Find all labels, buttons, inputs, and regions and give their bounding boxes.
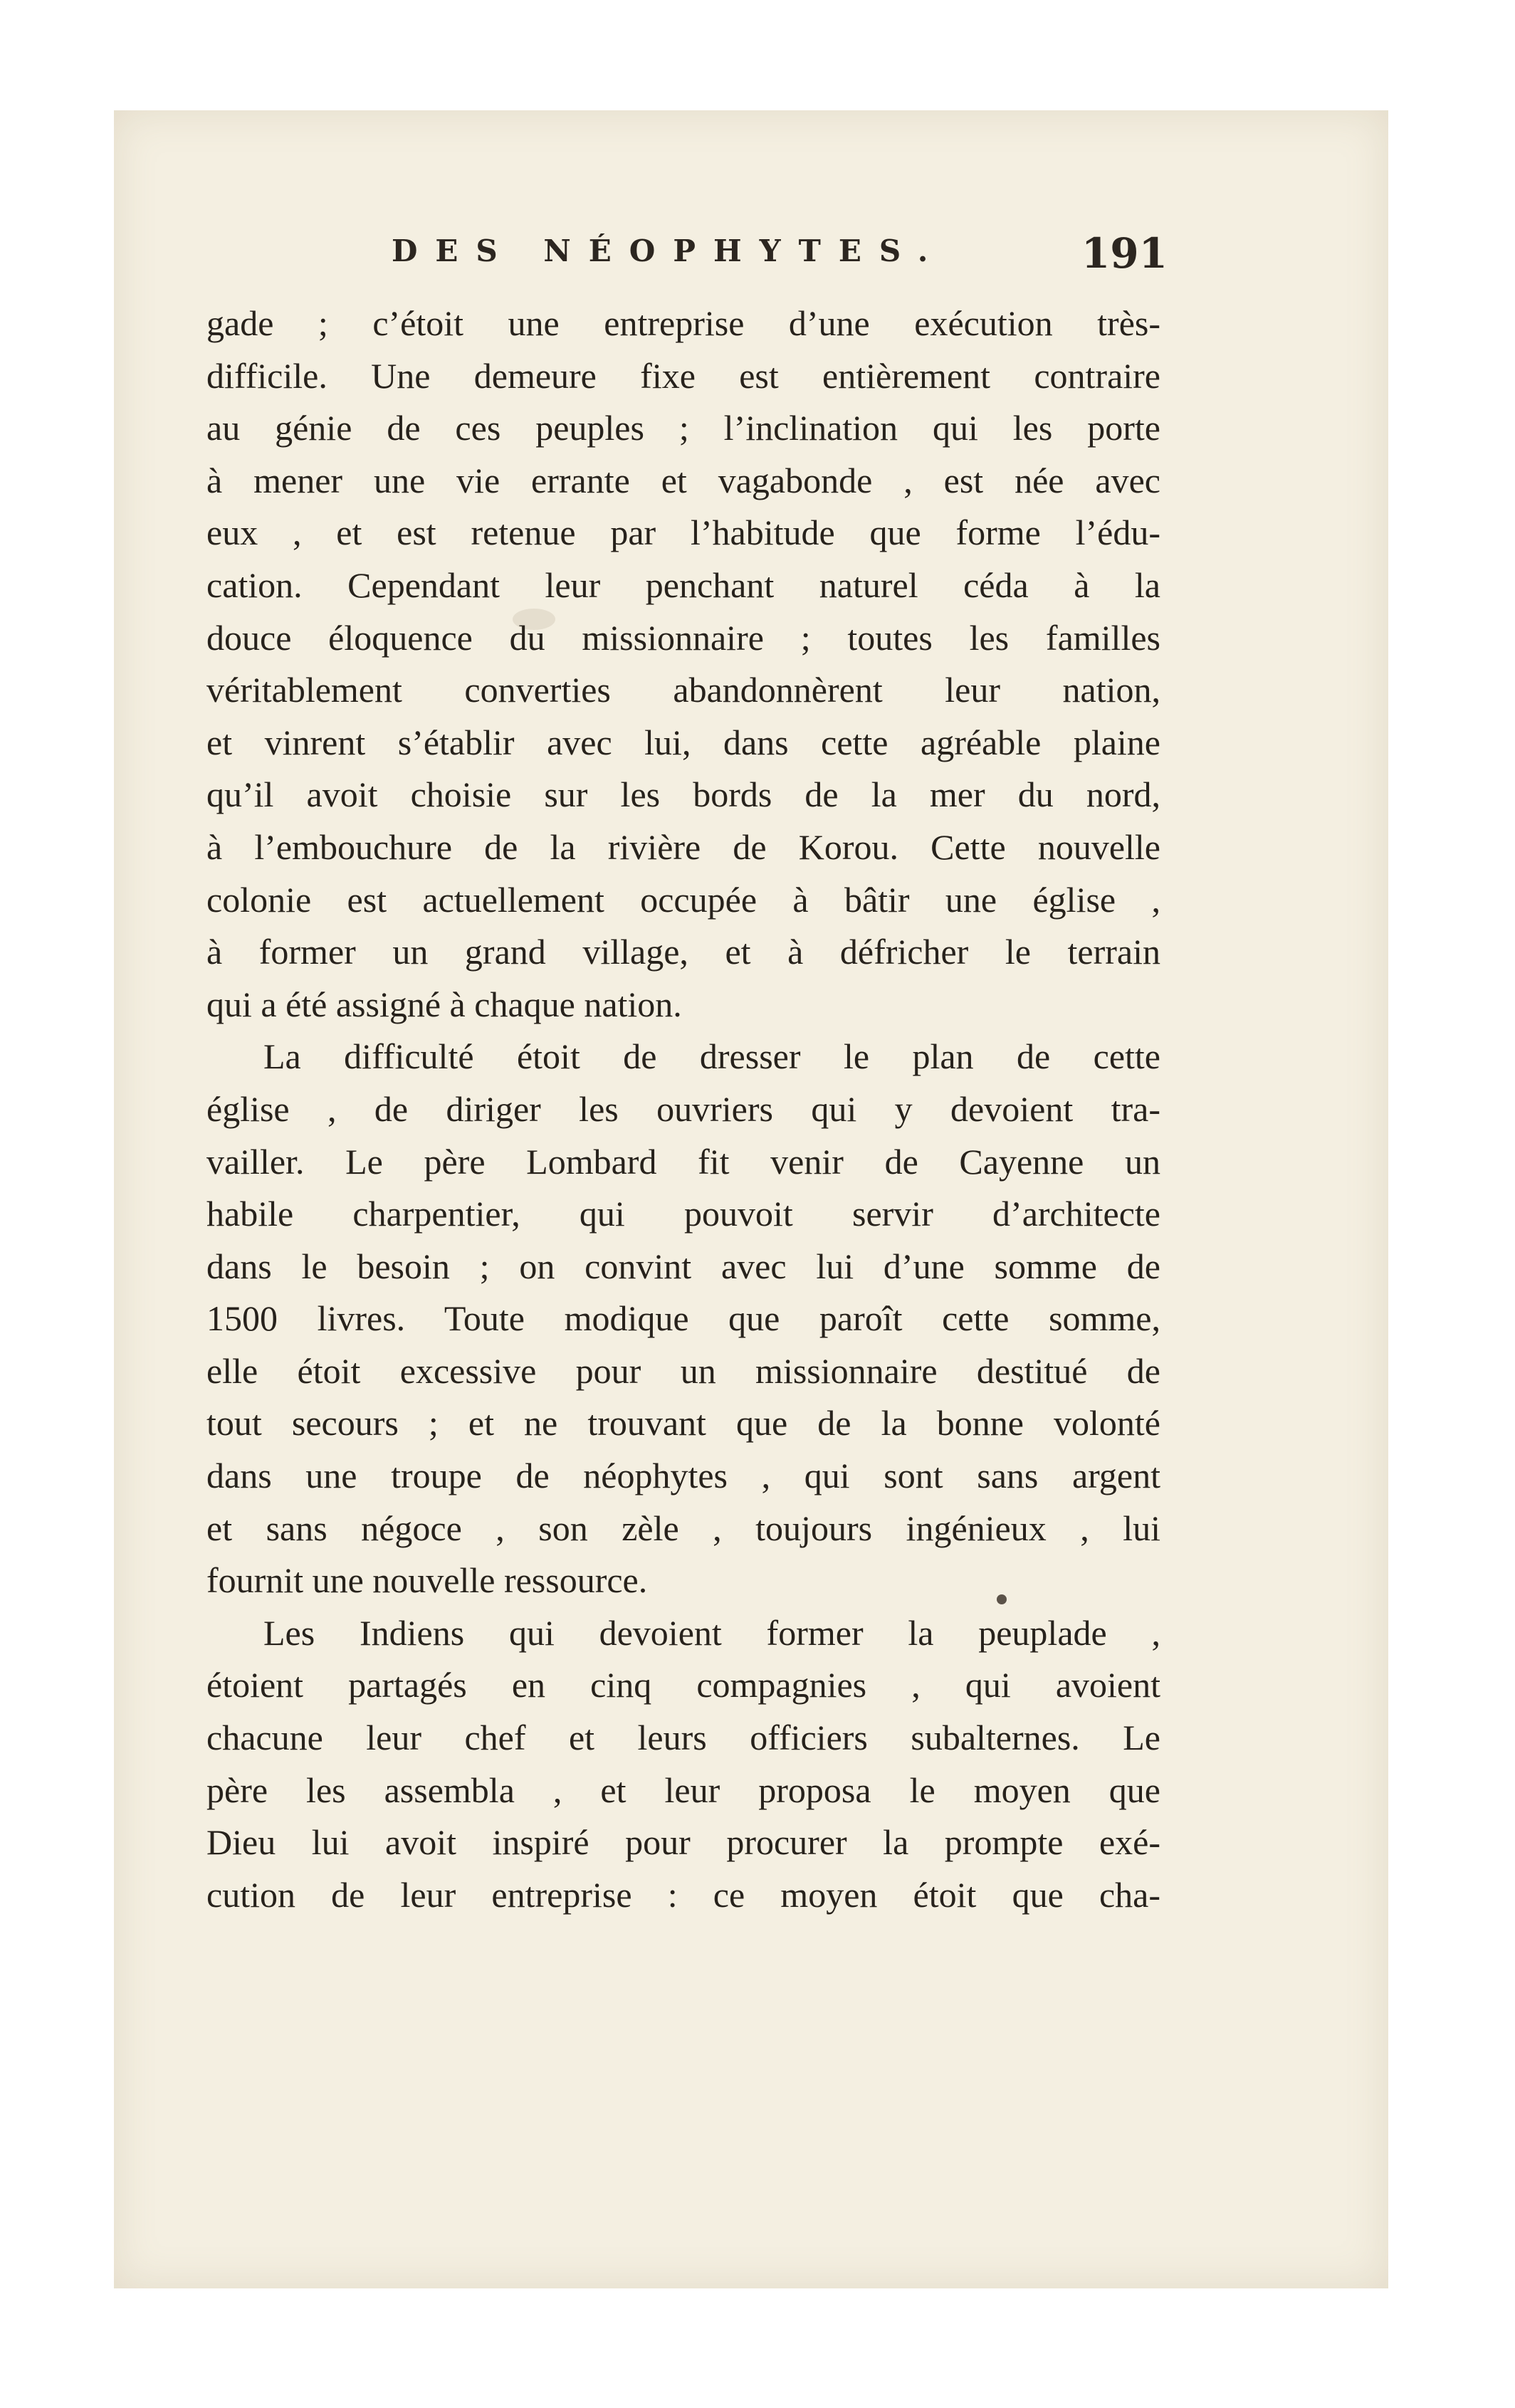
text-line: à former un grand village, et à défricher le terrain	[206, 932, 1160, 972]
text-line: habile charpentier, qui pouvoit servir d’architecte	[206, 1194, 1160, 1234]
text-line: tout secours ; et ne trouvant que de la bonne volonté	[206, 1403, 1160, 1444]
text-line: vailler. Le père Lombard fit venir de Cayenne un	[206, 1141, 1160, 1182]
text-line: fournit une nouvelle ressource.	[206, 1560, 648, 1601]
text-line: difficile. Une demeure fixe est entièrement contraire	[206, 355, 1160, 396]
text-line: La difficulté étoit de dresser le plan de cette	[263, 1036, 1160, 1077]
text-line: qui a été assigné à chaque nation.	[206, 984, 682, 1024]
running-title: DES NÉOPHYTES.	[392, 233, 946, 268]
text-line: eux , et est retenue par l’habitude que forme l’édu-	[206, 512, 1160, 553]
text-line: colonie est actuellement occupée à bâtir une église ,	[206, 879, 1160, 920]
text-line: au génie de ces peuples ; l’inclination qui les porte	[206, 408, 1160, 448]
text-line: cation. Cependant leur penchant naturel céda à la	[206, 564, 1160, 605]
text-line: à l’embouchure de la rivière de Korou. Cette nouvelle	[206, 826, 1160, 867]
text-line: douce éloquence du missionnaire ; toutes les familles	[206, 617, 1160, 658]
text-line: elle étoit excessive pour un missionnaire destitué de	[206, 1350, 1160, 1391]
page-number: 191	[1081, 229, 1168, 278]
text-line: 1500 livres. Toute modique que paroît cette somme,	[206, 1298, 1160, 1339]
text-line: chacune leur chef et leurs officiers subalternes. Le	[206, 1718, 1160, 1758]
text-line: dans le besoin ; on convint avec lui d’une somme de	[206, 1246, 1160, 1286]
body-text	[206, 298, 1160, 1921]
text-line: église , de diriger les ouvriers qui y devoient tra-	[206, 1088, 1160, 1129]
text-line: Les Indiens qui devoient former la peuplade ,	[263, 1612, 1160, 1653]
text-line: et sans négoce , son zèle , toujours ingénieux , lui	[206, 1508, 1160, 1548]
text-line: gade ; c’étoit une entreprise d’une exécution très-	[206, 303, 1160, 343]
text-line: qu’il avoit choisie sur les bords de la mer du nord,	[206, 774, 1160, 815]
text-line: père les assembla , et leur proposa le moyen que	[206, 1770, 1160, 1810]
text-line: dans une troupe de néophytes , qui sont sans argent	[206, 1456, 1160, 1496]
running-header	[271, 229, 1168, 278]
text-line: véritablement converties abandonnèrent leur nation,	[206, 670, 1160, 710]
text-line: cution de leur entreprise : ce moyen étoit que cha-	[206, 1874, 1160, 1915]
text-line: et vinrent s’établir avec lui, dans cette agréable plaine	[206, 722, 1160, 762]
text-line: Dieu lui avoit inspiré pour procurer la prompte exé-	[206, 1822, 1160, 1863]
text-line: étoient partagés en cinq compagnies , qui avoient	[206, 1665, 1160, 1705]
text-line: à mener une vie errante et vagabonde , est née avec	[206, 460, 1160, 500]
